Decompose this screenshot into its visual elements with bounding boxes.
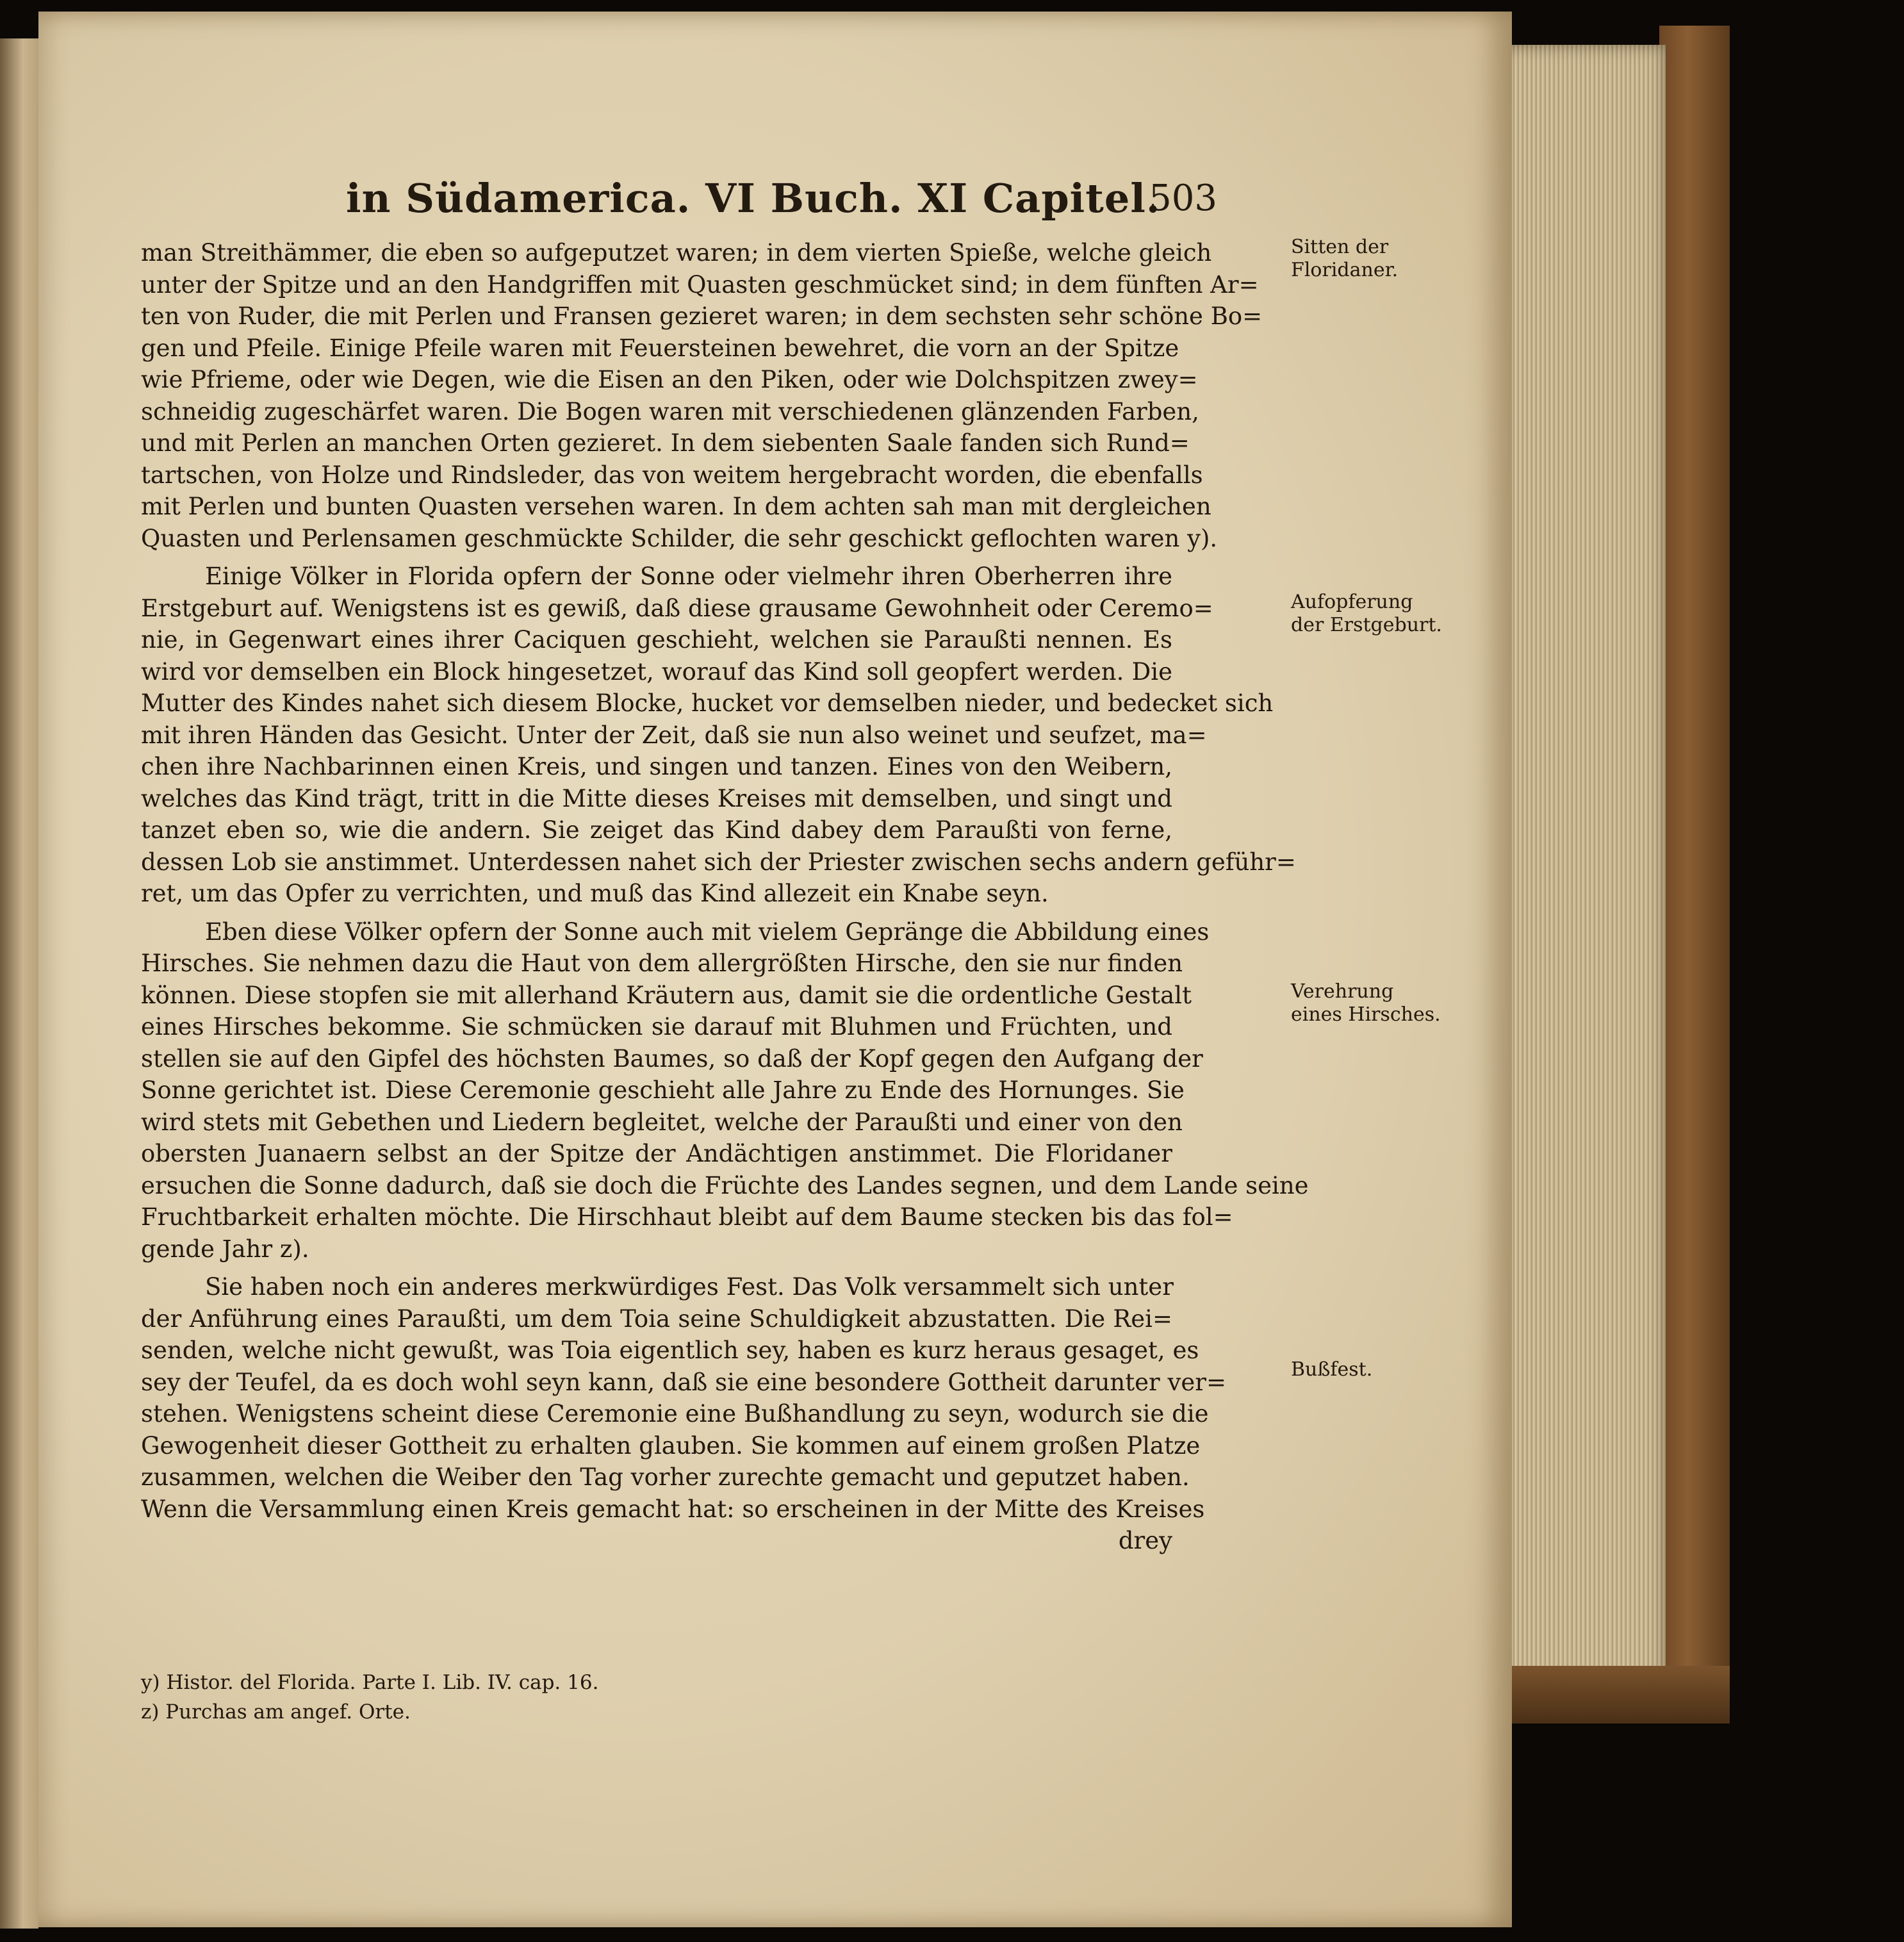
margin-note-line: Aufopferung	[1291, 591, 1413, 613]
text-line: Erstgeburt auf. Wenigstens ist es gewiß, daß diese grausame Gewohnheit oder Ceremo=	[141, 594, 1213, 622]
text-line: Hirsches. Sie nehmen dazu die Haut von dem allergrößten Hirsche, den sie nur finden	[141, 950, 1183, 977]
text-line: senden, welche nicht gewußt, was Toia eigentlich sey, haben es kurz heraus gesaget, es	[141, 1337, 1199, 1364]
text-line: ersuchen die Sonne dadurch, daß sie doch die Früchte des Landes segnen, und dem Lande seine	[141, 1171, 1309, 1199]
footnotes	[141, 1668, 718, 1727]
paragraph-3	[141, 916, 1309, 1265]
text-line: stehen. Wenigstens scheint diese Ceremonie eine Bußhandlung zu seyn, wodurch sie die	[141, 1400, 1209, 1428]
text-line: Einige Völker in Florida opfern der Sonne oder vielmehr ihren Oberherren ihre	[205, 563, 1172, 590]
text-line: mit Perlen und bunten Quasten versehen waren. In dem achten sah man mit dergleichen	[141, 493, 1211, 520]
text-line: Gewogenheit dieser Gottheit zu erhalten glauben. Sie kommen auf einem großen Platze	[141, 1431, 1201, 1460]
margin-note-line: eines Hirsches.	[1291, 1003, 1441, 1026]
text-line: schneidig zugeschärfet waren. Die Bogen waren mit verschiedenen glänzenden Farben,	[141, 397, 1199, 425]
margin-note-line: Floridaner.	[1291, 259, 1399, 281]
text-line: Sonne gerichtet ist. Diese Ceremonie geschieht alle Jahre zu Ende des Hornunges. Sie	[141, 1076, 1185, 1104]
text-line: sey der Teufel, da es doch wohl seyn kann, daß sie eine besondere Gottheit darunter ver=	[141, 1368, 1226, 1396]
margin-note-line: Bußfest.	[1291, 1358, 1373, 1381]
page-fore-edge	[1493, 45, 1666, 1685]
text-line: wie Pfrieme, oder wie Degen, wie die Eisen an den Piken, oder wie Dolchspitzen zwey=	[141, 366, 1198, 393]
margin-note-line: Sitten der	[1291, 236, 1389, 258]
text-line: der Anführung eines Paraußti, um dem Toia seine Schuldigkeit abzustatten. Die Rei=	[141, 1304, 1172, 1333]
margin-note-line: der Erstgeburt.	[1291, 614, 1442, 636]
margin-note	[1291, 1358, 1372, 1381]
paragraph-1	[141, 237, 1263, 554]
text-line: wird vor demselben ein Block hingesetzet, worauf das Kind soll geopfert werden. Die	[141, 657, 1172, 686]
text-line: ret, um das Opfer zu verrichten, und muß das Kind allezeit ein Knabe seyn.	[141, 880, 1049, 907]
text-line: Quasten und Perlensamen geschmückte Schilder, die sehr geschickt geflochten waren y).	[141, 524, 1218, 552]
text-line: eines Hirsches bekomme. Sie schmücken sie darauf mit Bluhmen und Früchten, und	[141, 1013, 1172, 1041]
catchword: drey	[1118, 1527, 1172, 1554]
page-header	[346, 175, 1217, 226]
margin-note	[1291, 236, 1398, 282]
paragraph-4	[141, 1271, 1226, 1557]
text-line: Eben diese Völker opfern der Sonne auch mit vielem Gepränge die Abbildung eines	[205, 918, 1210, 946]
text-line: wird stets mit Gebethen und Liedern begleitet, welche der Paraußti und einer von den	[141, 1108, 1183, 1136]
text-line: obersten Juanaern selbst an der Spitze der Andächtigen anstimmet. Die Floridaner	[141, 1140, 1172, 1167]
text-line: und mit Perlen an manchen Orten gezieret. In dem siebenten Saale fanden sich Rund=	[141, 429, 1190, 457]
margin-note	[1291, 980, 1441, 1026]
text-line: Wenn die Versammlung einen Kreis gemacht hat: so erscheinen in der Mitte des Kreises	[141, 1495, 1205, 1523]
text-line: ten von Ruder, die mit Perlen und Fransen gezieret waren; in dem sechsten sehr schöne Bo=	[141, 302, 1263, 330]
text-line: tanzet eben so, wie die andern. Sie zeiget das Kind dabey dem Paraußti von ferne,	[141, 816, 1172, 844]
text-line: nie, in Gegenwart eines ihrer Caciquen geschieht, welchen sie Paraußti nennen. Es	[141, 626, 1172, 654]
previous-page-edge	[0, 38, 38, 1929]
footnote: y) Histor. del Florida. Parte I. Lib. IV. cap. 16.	[141, 1671, 599, 1694]
text-line: welches das Kind trägt, tritt in die Mitte dieses Kreises mit demselben, und singt und	[141, 784, 1172, 812]
book-page	[38, 12, 1512, 1927]
text-line: Mutter des Kindes nahet sich diesem Blocke, hucket vor demselben nieder, und bedecket sich	[141, 689, 1274, 717]
text-line: unter der Spitze und an den Handgriffen mit Quasten geschmücket sind; in dem fünften Ar=	[141, 270, 1259, 299]
text-line: dessen Lob sie anstimmet. Unterdessen nahet sich der Priester zwischen sechs andern geführ=	[141, 848, 1296, 876]
text-line: stellen sie auf den Gipfel des höchsten Baumes, so daß der Kopf gegen den Aufgang der	[141, 1044, 1203, 1073]
margin-note-line: Verehrung	[1291, 980, 1394, 1003]
text-line: chen ihre Nachbarinnen einen Kreis, und singen und tanzen. Eines von den Weibern,	[141, 753, 1172, 780]
text-line: mit ihren Händen das Gesicht. Unter der Zeit, daß sie nun also weinet und seufzet, ma=	[141, 721, 1207, 749]
margin-note	[1291, 591, 1442, 637]
text-line: gende Jahr z).	[141, 1235, 309, 1263]
text-line: tartschen, von Holze und Rindsleder, das von weitem hergebracht worden, die ebenfalls	[141, 461, 1203, 489]
paragraph-2	[141, 561, 1296, 910]
text-line: Fruchtbarkeit erhalten möchte. Die Hirschhaut bleibt auf dem Baume stecken bis das fol=	[141, 1203, 1233, 1231]
text-line: zusammen, welchen die Weiber den Tag vorher zurechte gemacht und geputzet haben.	[141, 1463, 1190, 1491]
page-number: 503	[1149, 177, 1217, 219]
book-cover-edge	[1659, 26, 1730, 1704]
text-line: gen und Pfeile. Einige Pfeile waren mit Feuersteinen bewehret, die vorn an der Spitze	[141, 334, 1179, 362]
text-line: man Streithämmer, die eben so aufgeputzet waren; in dem vierten Spieße, welche gleich	[141, 239, 1212, 267]
running-head: in Südamerica. VI Buch. XI Capitel.	[346, 175, 1161, 222]
text-line: können. Diese stopfen sie mit allerhand Kräutern aus, damit sie die ordentliche Gestalt	[141, 981, 1192, 1009]
footnote: z) Purchas am angef. Orte.	[141, 1700, 411, 1724]
text-line: Sie haben noch ein anderes merkwürdiges Fest. Das Volk versammelt sich unter	[205, 1273, 1174, 1301]
main-text	[141, 236, 1442, 1557]
